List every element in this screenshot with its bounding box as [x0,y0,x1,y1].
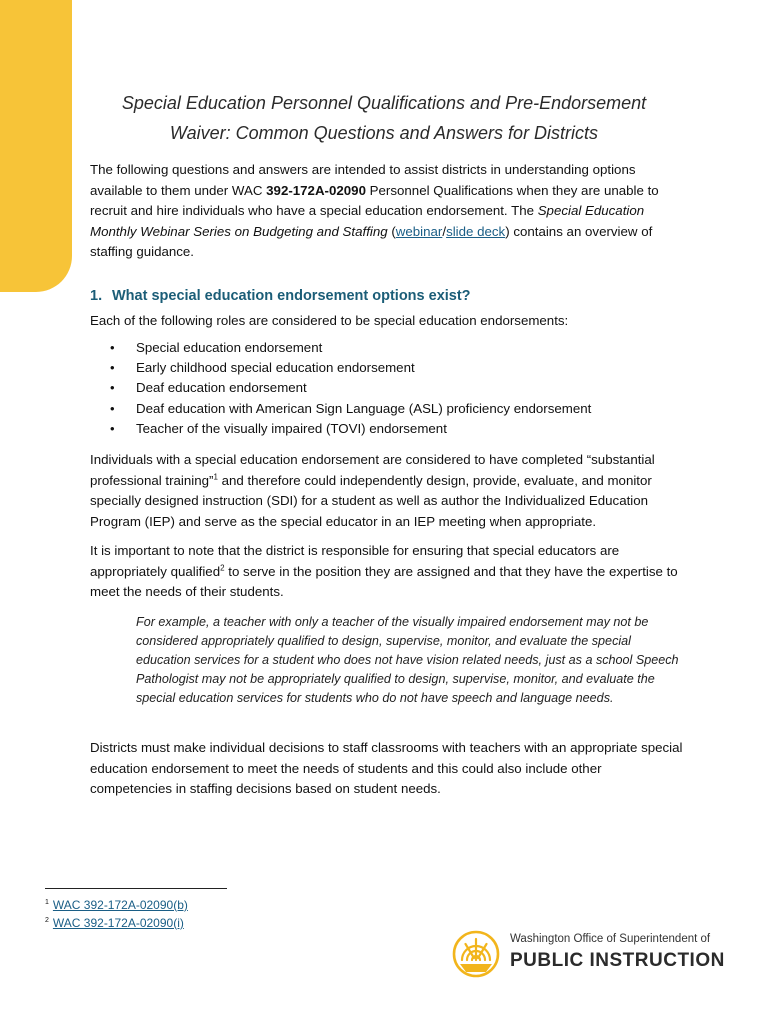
bullet-icon: • [110,360,115,376]
list-item [90,419,686,439]
example-quote: For example, a teacher with only a teacher of the visually impaired endorsement may not be considered appropriately qualified to design, supervise, monitor, and evaluate the special education services for a student who does not have vision related needs, just as a school Speech Pathologist may not be appropriately qualified to design, supervise, monitor, and evaluate the special education services for students who do not have speech and language needs. [136,615,679,706]
footnote-divider [45,888,227,889]
sunrise-logo-icon [452,930,500,978]
slide-deck-link[interactable]: slide deck [446,223,506,239]
intro-text-2: Personnel Qualifications when they are unable to recruit and hire individuals who have a special education endorsement. The [90,182,659,218]
title-line-2: Waiver: Common Questions and Answers for Districts [169,123,599,143]
list-item [90,399,686,419]
footnote-2 [45,914,345,932]
individuals-text-1: Individuals with a special education endorsement are considered to have completed “substantial professional training” [90,452,655,488]
question-1-text: What special education endorsement options exist? [112,288,471,304]
footnote-ref-1[interactable]: 1 [213,472,218,482]
question-1-heading [90,288,686,304]
important-paragraph [90,541,686,603]
individuals-text-2: and therefore could independently design, provide, evaluate, and monitor specially designed instruction (SDI) for a student as well as author the Individualized Education Program (IEP) and serve as the special educator in an IEP meeting when appropriate. [90,472,652,529]
bullet-icon: • [110,400,115,416]
bullet-icon: • [110,420,115,436]
individuals-paragraph [90,450,686,532]
logo-org-name: Washington Office of Superintendent of [510,933,711,945]
document-title [90,88,678,148]
endorsement-label: Deaf education with American Sign Language (ASL) proficiency endorsement [136,400,592,416]
footnote-2-link[interactable]: WAC 392-172A-02090(i) [52,916,184,930]
logo-brand-name: PUBLIC INSTRUCTION [510,950,725,971]
endorsement-label: Deaf education endorsement [136,380,307,396]
endorsement-label: Teacher of the visually impaired (TOVI) endorsement [136,420,447,436]
bullet-icon: • [110,380,115,396]
endorsement-label: Special education endorsement [136,340,323,355]
endorsement-list [90,338,686,439]
intro-text-4: ) contains an overview of staffing guidance. [90,223,653,259]
intro-text-1: The following questions and answers are intended to assist districts in understanding options available to them under WAC [90,162,636,198]
webinar-series-name: Special Education Monthly Webinar Series on Budgeting and Staffing [90,203,645,239]
question-1-number: 1. [90,288,103,304]
important-text-1: It is important to note that the district is responsible for ensuring that special educators are appropriately qualified [90,543,620,579]
bullet-icon: • [110,340,115,355]
link-separator: / [442,223,447,239]
districts-paragraph: Districts must make individual decisions to staff classrooms with teachers with an appropriate special education endorsement to meet the needs of students and this could also include other competencies in staffing decisions based on student needs. [90,740,683,796]
footnote-1 [45,896,345,914]
intro-paragraph [90,160,686,263]
webinar-link[interactable]: webinar [395,223,443,239]
list-item [90,338,686,358]
title-line-1: Special Education Personnel Qualifications and Pre-Endorsement [121,93,647,113]
list-item [90,358,686,378]
list-item [90,378,686,398]
important-text-2: to serve in the position they are assigned and that they have the expertise to meet the needs of their students. [90,563,678,599]
endorsement-label: Early childhood special education endorsement [136,360,415,376]
footnote-2-number: 2 [45,917,49,924]
roles-intro-paragraph: Each of the following roles are considered to be special education endorsements: [90,313,569,328]
intro-text-3: ( [387,223,396,239]
footnotes [45,896,345,932]
footnote-1-number: 1 [45,899,49,906]
footnote-ref-2[interactable]: 2 [220,563,225,573]
decorative-yellow-tab [0,0,72,292]
footnote-1-link[interactable]: WAC 392-172A-02090(b) [52,898,188,912]
ospi-logo [452,930,742,980]
intro-wac-code: 392-172A-02090 [266,182,366,198]
